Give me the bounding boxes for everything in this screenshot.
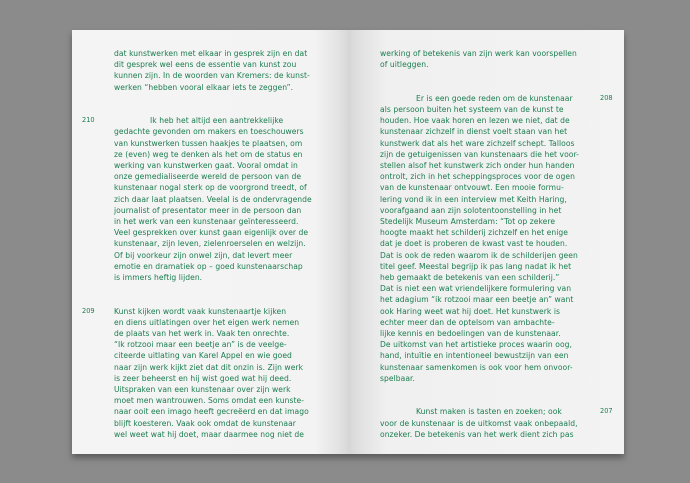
text-line: het adagium “ik rotzooi maar een beetje an” want [380,295,574,305]
text-line: de plaats van het werk in. Vaak ten onrechte. [114,329,290,338]
margin-page-number: 210 [82,116,95,125]
text-line: zich daar laat plaatsen. Veelal is de ondervragende [114,194,312,204]
text-line: in het werk van een kunstenaar geïnteresseerd. [114,217,299,226]
text-line: of uitleggen. [380,60,429,70]
text-line: naar zijn werk kijkt ziet dat dit onzin is. Zijn werk [114,362,304,372]
text-line: moet men wantrouwen. Soms omdat een kunste- [114,396,304,406]
text-line: naar ooit een imago heeft gecreëerd en dat imago [114,407,309,417]
text-line: kunstenaar, zijn leven, zielenroerselen en welzijn. [114,239,306,249]
text-line: Er is een goede reden om de kunstenaar [416,93,573,103]
text-line: Kunst kijken wordt vaak kunstenaartje kijken [114,306,287,316]
text-line: De uitkomst van het artistieke proces waarin oog, [380,340,572,350]
text-line: ook Haring weet wat hij doet. Het kunstwerk is [380,306,561,316]
text-line: titel geef. Meestal begrijp ik pas lang nadat ik het [380,261,572,271]
text-line: kunstenaar samenkomen is ook voor hem onvoor- [380,362,573,372]
text-line: kunstwerk dat als het ware zichzelf schept. Talloos [380,138,575,148]
text-line: dat kunstwerken met elkaar in gesprek zijn en dat [114,49,308,58]
text-line: voorafgaand aan zijn solotentoonstelling in het [380,205,562,215]
text-line: gedachte gevonden om makers en toeschouwers [114,127,304,137]
text-line: werking van kunstwerken gaat. Vooral omdat in [114,161,298,170]
text-line: kunstenaar nogal sterk op de voorgrond treedt, of [114,183,307,193]
text-line: echter meer dan de optelsom van ambachte- [380,317,555,327]
text-line: ontrolt, zich in het scheppingsproces voor de ogen [380,172,575,182]
text-line: werken “hebben vooral elkaar iets te zeggen”. [114,82,294,92]
text-line: citeerde uitlating van Karel Appel en wie goed [114,351,292,361]
text-line: hand, intuïtie en intentioneel bewustzijn van een [380,351,569,361]
text-line: en diens uitlatingen over het eigen werk nemen [114,317,300,327]
text-line: stellen alsof het kunstwerk zich onder hun handen [380,161,575,170]
text-line: is zeer beheerst en hij wist goed wat hij deed. [114,373,292,383]
text-line: voor de kunstenaar is de uitkomst vaak onbepaald, [380,418,578,428]
text-line: van de kunstenaar ontvouwt. Een mooie formu- [380,183,564,193]
text-line: spelbaar. [380,373,415,383]
text-line: journalist of presentator meer in de persoon dan [114,205,302,215]
text-line: van kunstwerken tussen haakjes te plaatsen, om [114,138,303,148]
text-line: blijft koesteren. Vaak ook omdat de kunstenaar [114,418,296,428]
text-line: lering vond ik in een interview met Keith Haring, [380,194,567,204]
text-line: Kunst maken is tasten en zoeken; ook [416,407,562,417]
text-line: Of bij voorkeur zijn onwel zijn, dat levert meer [114,250,293,260]
left-page [72,30,348,454]
text-line: Ik heb het altijd een aantrekkelijke [150,116,284,126]
text-line: Dat is niet een wat vriendelijkere formulering van [380,284,572,294]
open-book [72,30,624,454]
text-line: kunstenaar zichzelf in dienst voelt staan van het [380,127,568,137]
text-line: onzeker. De betekenis van het werk dient zich pas [380,429,574,439]
text-line: dat je doet is proberen de kwast vast te houden. [380,239,568,249]
text-line: werking of betekenis van zijn werk kan voorspellen [380,49,577,58]
text-line: heb gemaakt de betekenis van een schilderij.” [380,273,560,282]
text-line: “Ik rotzooi maar een beetje an” is de veelge- [114,340,287,350]
text-line: Stedelijk Museum Amsterdam: “Tot op zekere [380,217,556,226]
text-line: Veel gesprekken over kunst gaan eigenlijk over de [114,228,309,238]
text-line: houden. Hoe vaak horen en lezen we niet, dat de [380,116,570,126]
text-line: kunnen zijn. In de woorden van Kremers: de kunst- [114,71,310,81]
text-line: Dat is ook de reden waarom ik de schilderijen geen [380,250,578,260]
margin-page-number: 209 [82,306,95,315]
text-line: zijn de getuigenissen van kunstenaars die het voor- [380,149,579,159]
text-line: wel weet wat hij doet, maar daarmee nog niet de [114,429,305,439]
text-line: is immers heftig lijden. [114,273,203,282]
text-line: als persoon buiten het systeem van de kunst te [380,105,564,114]
text-line: ze (even) weg te denken als het om de status en [114,149,303,159]
text-line: emotie en dramatiek op – goed kunstenaarschap [114,261,303,271]
text-line: hoogte maakt het schilderij zichzelf en het enige [380,228,569,238]
text-line: Uitspraken van een kunstenaar over zijn werk [114,385,291,394]
margin-page-number: 208 [600,93,613,102]
text-line: dit gesprek wel eens de essentie van kunst zou [114,60,297,70]
text-line: lijke kennis en bedoelingen van de kunstenaar. [380,329,561,338]
text-line: onze gemedialiseerde wereld de persoon van de [114,172,302,182]
right-page [348,30,624,454]
margin-page-number: 207 [600,407,613,416]
